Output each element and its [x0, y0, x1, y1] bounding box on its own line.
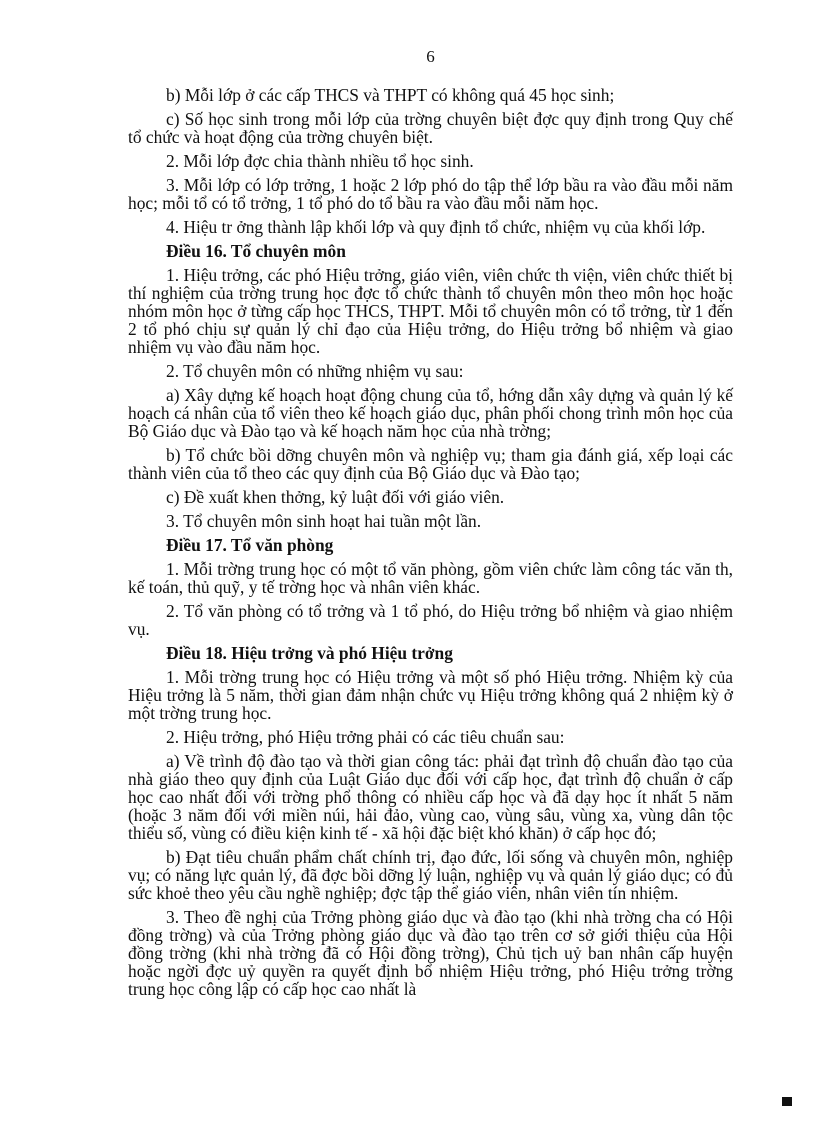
paragraph: 2. Hiệu trởng, phó Hiệu trởng phải có các tiêu chuẩn sau: [166, 727, 565, 747]
article-heading: Điều 16. Tổ chuyên môn [166, 241, 346, 261]
paragraph: 2. Tổ văn phòng có tổ trởng và 1 tổ phó, do Hiệu trởng bổ nhiệm và giao nhiệm vụ. [128, 601, 733, 639]
paragraph: 1. Hiệu trởng, các phó Hiệu trởng, giáo viên, viên chức th viện, viên chức thiết bị thí nghiệm của trờng trung học đợc tổ chức thành tổ chuyên môn theo môn học hoặc nhóm môn học ở từng cấp học THCS, THPT. Mỗi tổ chuyên môn có tổ trởng, từ 1 đến 2 tổ phó chịu sự quản lý chỉ đạo của Hiệu trởng, do Hiệu trởng bổ nhiệm và giao nhiệm vụ vào đầu năm học. [128, 265, 733, 357]
paragraph: a) Về trình độ đào tạo và thời gian công tác: phải đạt trình độ chuẩn đào tạo của nhà giáo theo quy định của Luật Giáo dục đối với cấp học, đạt trình độ chuẩn ở cấp học cao nhất đối với trờng phổ thông có nhiều cấp học và đã dạy học ít nhất 5 năm (hoặc 3 năm đối với miền núi, hải đảo, vùng cao, vùng sâu, vùng xa, vùng dân tộc thiểu số, vùng có điều kiện kinh tế - xã hội đặc biệt khó khăn) ở cấp học đó; [128, 751, 733, 843]
paragraph: 1. Mỗi trờng trung học có Hiệu trởng và một số phó Hiệu trởng. Nhiệm kỳ của Hiệu trởng là 5 năm, thời gian đảm nhận chức vụ Hiệu trởng không quá 2 nhiệm kỳ ở một trờng trung học. [128, 667, 733, 723]
paragraph: 2. Tổ chuyên môn có những nhiệm vụ sau: [166, 361, 464, 381]
paragraph: b) Đạt tiêu chuẩn phẩm chất chính trị, đạo đức, lối sống và chuyên môn, nghiệp vụ; có năng lực quản lý, đã đợc bồi dỡng lý luận, nghiệp vụ và quản lý giáo dục; có đủ sức khoẻ theo yêu cầu nghề nghiệp; đợc tập thể giáo viên, nhân viên tín nhiệm. [128, 847, 733, 903]
paragraph: b) Mỗi lớp ở các cấp THCS và THPT có không quá 45 học sinh; [166, 85, 615, 105]
document-page [128, 48, 733, 1004]
paragraph: 2. Mỗi lớp đợc chia thành nhiều tổ học sinh. [166, 151, 474, 171]
paragraph: 3. Tổ chuyên môn sinh hoạt hai tuần một lần. [166, 511, 482, 531]
article-heading: Điều 17. Tổ văn phòng [166, 535, 334, 555]
page-corner-mark [782, 1097, 792, 1106]
paragraph: b) Tổ chức bồi dỡng chuyên môn và nghiệp vụ; tham gia đánh giá, xếp loại các thành viên của tổ theo các quy định của Bộ Giáo dục và Đào tạo; [128, 445, 733, 483]
paragraph: 4. Hiệu tr ởng thành lập khối lớp và quy định tổ chức, nhiệm vụ của khối lớp. [166, 217, 706, 237]
paragraph: 3. Theo đề nghị của Trởng phòng giáo dục và đào tạo (khi nhà trờng cha có Hội đồng trờng) và của Trởng phòng giáo dục và đào tạo trên cơ sở giới thiệu của Hội đồng trờng (khi nhà trờng đã có Hội đồng trờng), Chủ tịch uỷ ban nhân cấp huyện hoặc ngời đợc uỷ quyền ra quyết định bổ nhiệm Hiệu trởng, phó Hiệu trởng trờng trung học công lập có cấp học cao nhất là [128, 907, 733, 999]
article-heading: Điều 18. Hiệu trởng và phó Hiệu trởng [166, 643, 453, 663]
paragraph: 3. Mỗi lớp có lớp trởng, 1 hoặc 2 lớp phó do tập thể lớp bầu ra vào đầu mỗi năm học; mỗi tổ có tổ trởng, 1 tổ phó do tổ bầu ra vào đầu mỗi năm học. [128, 175, 733, 213]
paragraph: c) Đề xuất khen thởng, kỷ luật đối với giáo viên. [166, 487, 505, 507]
paragraph: c) Số học sinh trong mỗi lớp của trờng chuyên biệt đợc quy định trong Quy chế tổ chức và hoạt động của trờng chuyên biệt. [128, 109, 733, 147]
page-number: 6 [426, 47, 435, 66]
paragraph: a) Xây dựng kế hoạch hoạt động chung của tổ, hớng dẫn xây dựng và quản lý kế hoạch cá nhân của tổ viên theo kế hoạch giáo dục, phân phối chong trình môn học của Bộ Giáo dục và Đào tạo và kế hoạch năm học của nhà trờng; [128, 385, 733, 441]
paragraph: 1. Mỗi trờng trung học có một tổ văn phòng, gồm viên chức làm công tác văn th, kế toán, thủ quỹ, y tế trờng học và nhân viên khác. [128, 559, 733, 597]
